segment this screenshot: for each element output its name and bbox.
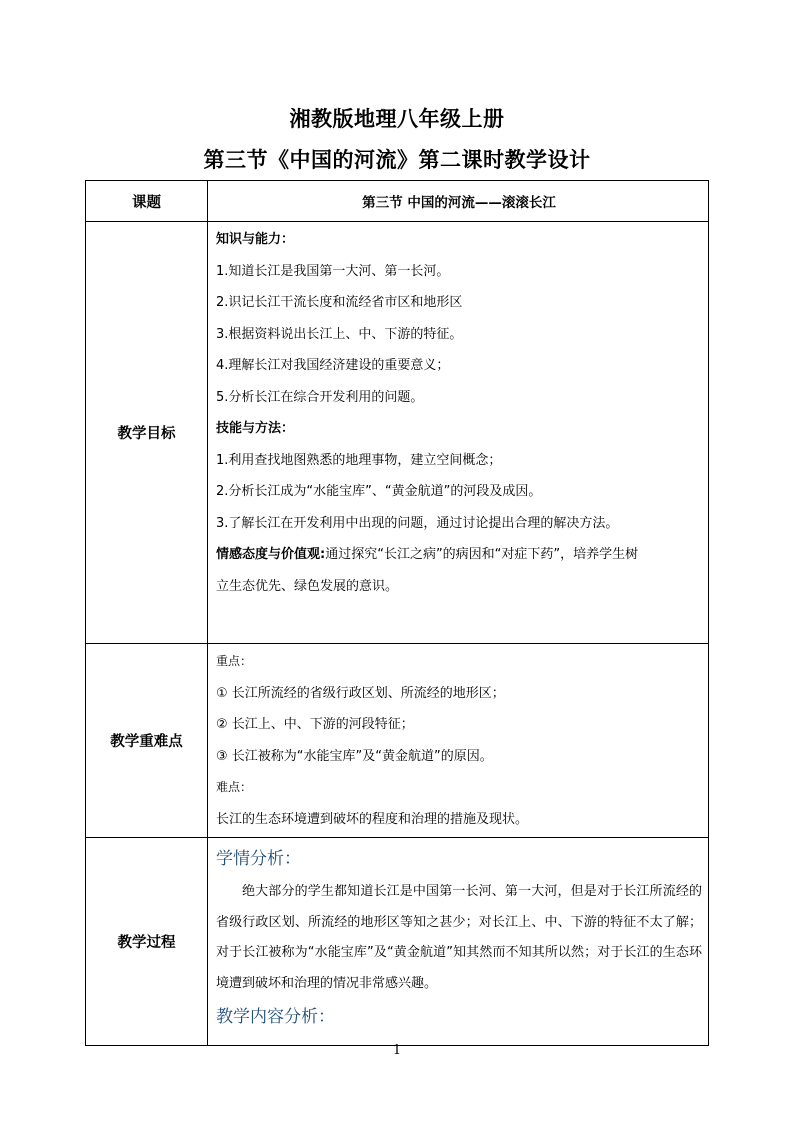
knowledge-item: 4.理解长江对我国经济建设的重要意义； xyxy=(216,358,450,373)
key-heading: 重点： xyxy=(216,654,253,668)
skills-heading: 技能与方法： xyxy=(216,421,295,436)
skills-item: 3.了解长江在开发利用中出现的问题，通过讨论提出合理的解决方法。 xyxy=(216,515,619,531)
attitude-text: 通过探究“长江之病”的病因和“对症下药”，培养学生树 xyxy=(325,547,639,562)
difficulty-heading: 难点： xyxy=(216,780,253,794)
knowledge-item: 3.根据资料说出长江上、中、下游的特征。 xyxy=(216,326,463,342)
objectives-content xyxy=(208,222,709,644)
lesson-plan-table xyxy=(85,180,709,1046)
key-item: ③ 长江被称为“水能宝库”及“黄金航道”的原因。 xyxy=(216,748,493,764)
document-title: 湘教版地理八年级上册 xyxy=(289,106,505,131)
key-points-content xyxy=(208,644,709,838)
objectives-row xyxy=(86,222,709,644)
topic-label: 课题 xyxy=(86,181,208,222)
process-content xyxy=(208,838,709,1046)
page-number: 1 xyxy=(392,1043,402,1058)
objectives-label: 教学目标 xyxy=(86,222,208,644)
key-points-label: 教学重难点 xyxy=(86,644,208,838)
analysis-paragraph: 绝大部分的学生都知道长江是中国第一长河、第一大河，但是对于长江所流经的省级行政区划、所流经的地形区等知之甚少；对长江上、中、下游的特征不太了解；对于长江被称为“水能宝库”及“黄金航道”知其然而不知其所以然；对于长江的生态环境遭到破坏和治理的情况非常感兴趣。 xyxy=(216,884,702,991)
key-item: ① 长江所流经的省级行政区划、所流经的地形区； xyxy=(216,685,505,701)
process-row xyxy=(86,838,709,1046)
skills-item: 1.利用查找地图熟悉的地理事物，建立空间概念； xyxy=(216,452,502,468)
key-points-row xyxy=(86,644,709,838)
knowledge-item: 2.识记长江干流长度和流经省市区和地形区 xyxy=(216,295,463,310)
difficulty-text: 长江的生态环境遭到破坏的程度和治理的措施及现状。 xyxy=(216,811,529,827)
key-item: ② 长江上、中、下游的河段特征； xyxy=(216,717,414,732)
analysis-heading: 学情分析： xyxy=(216,849,301,869)
skills-item: 2.分析长江成为“水能宝库”、“黄金航道”的河段及成因。 xyxy=(216,484,542,499)
attitude-text-continued: 立生态优先、绿色发展的意识。 xyxy=(216,578,399,594)
content-analysis-heading: 教学内容分析： xyxy=(216,1007,335,1027)
knowledge-heading: 知识与能力： xyxy=(216,232,295,247)
knowledge-item: 5.分析长江在综合开发利用的问题。 xyxy=(216,389,424,405)
topic-value: 第三节 中国的河流——滚滚长江 xyxy=(208,181,709,222)
topic-row xyxy=(86,181,709,222)
attitude-heading: 情感态度与价值观: xyxy=(216,547,326,562)
document-subtitle: 第三节《中国的河流》第二课时教学设计 xyxy=(203,147,591,172)
process-label: 教学过程 xyxy=(86,838,208,1046)
knowledge-item: 1.知道长江是我国第一大河、第一长河。 xyxy=(216,263,450,279)
